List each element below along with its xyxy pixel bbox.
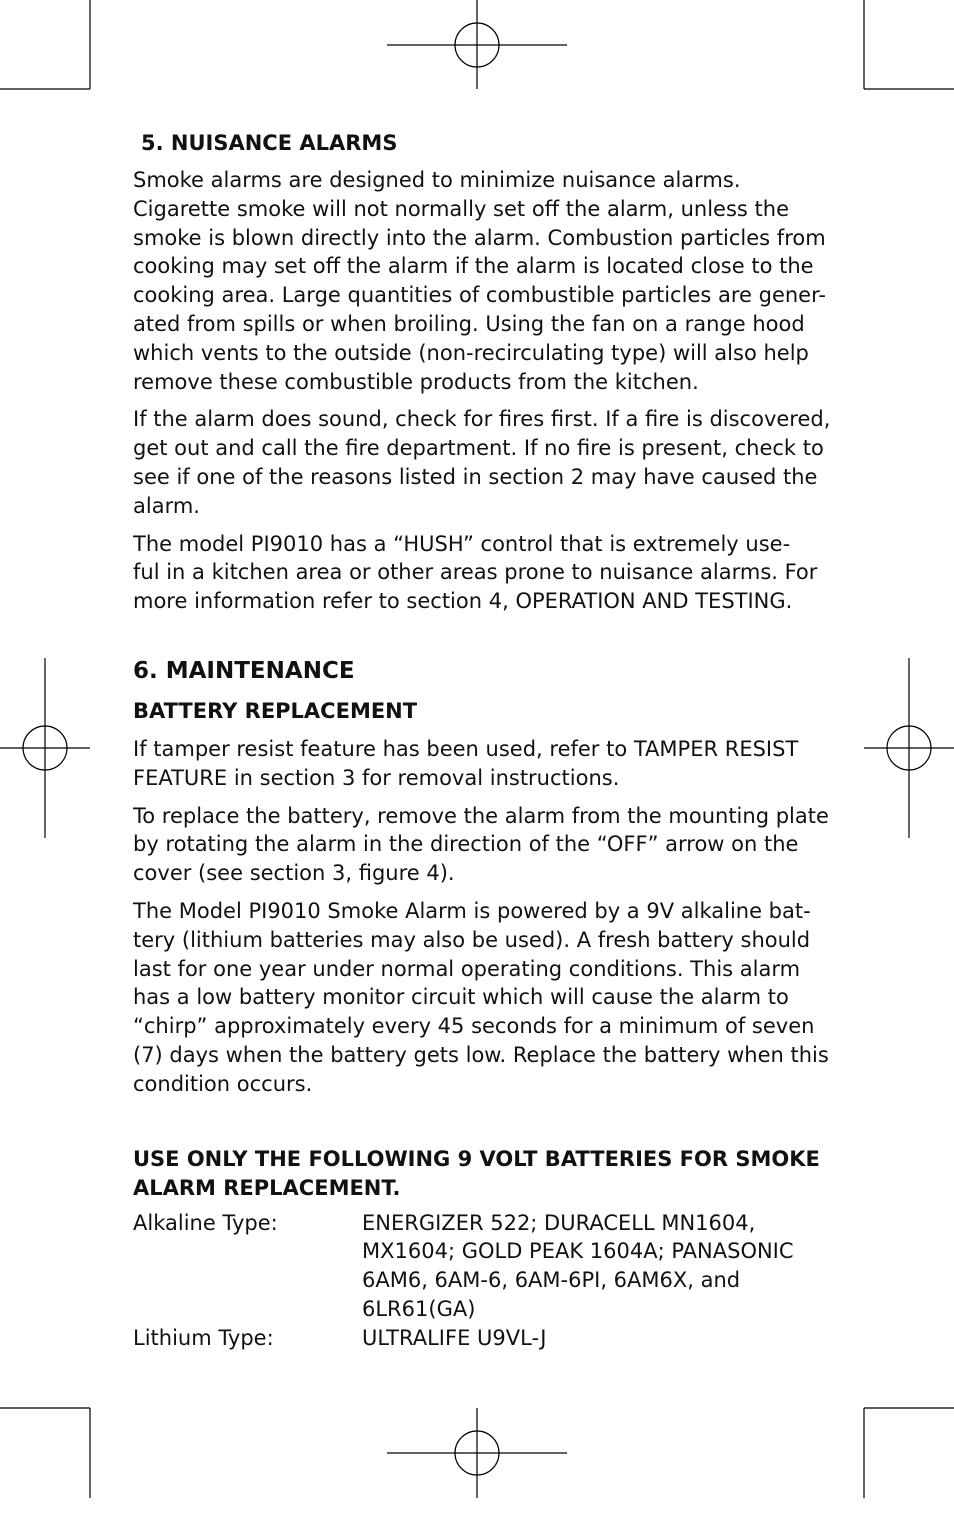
- section-6-paragraph: The Model PI9010 Smoke Alarm is powered by a 9V alkaline bat- tery (lithium batteries may also be used). A fresh battery should last for one year under normal operating conditions. This alarm has a low battery monitor circuit which will cause the alarm to “chirp” approximately every 45 seconds for a minimum of seven (7) days when the battery gets low. Replace the battery when this condition occurs.: [133, 898, 829, 1096]
- section-6-heading: 6. MAINTENANCE: [133, 657, 355, 684]
- battery-models: ULTRALIFE U9VL-J: [362, 1325, 547, 1350]
- battery-row-lithium: [133, 1324, 833, 1353]
- battery-list: [133, 1209, 833, 1353]
- battery-replacement-subheading: BATTERY REPLACEMENT: [133, 698, 418, 723]
- battery-models: ENERGIZER 522; DURACELL MN1604, MX1604; GOLD PEAK 1604A; PANASONIC 6AM6, 6AM-6, 6AM-6PI, 6AM6X, and 6LR61(GA): [362, 1210, 794, 1321]
- section-6-paragraph: To replace the battery, remove the alarm from the mounting plate by rotating the alarm in the direction of the “OFF” arrow on the cover (see section 3, figure 4).: [133, 803, 829, 886]
- batteries-notice: USE ONLY THE FOLLOWING 9 VOLT BATTERIES FOR SMOKE ALARM REPLACEMENT.: [133, 1146, 820, 1200]
- section-5-heading: 5. NUISANCE ALARMS: [141, 131, 398, 155]
- section-5-paragraph: If the alarm does sound, check for fires first. If a fire is discovered, get out and call the fire department. If no fire is present, check to see if one of the reasons listed in section 2 may have caused the alarm.: [133, 407, 831, 518]
- battery-row-alkaline: [133, 1209, 833, 1324]
- section-5-paragraph: The model PI9010 has a “HUSH” control that is extremely use- ful in a kitchen area or other areas prone to nuisance alarms. For more information refer to section 4, OPERATION AND TESTING.: [133, 531, 818, 614]
- battery-type-label: Alkaline Type:: [133, 1210, 278, 1235]
- section-5-paragraph: Smoke alarms are designed to minimize nuisance alarms. Cigarette smoke will not normally set off the alarm, unless the smoke is blown directly into the alarm. Combustion particles from cooking may set off the alarm if the alarm is located close to the cooking area. Large quantities of combustible particles are gener- ated from spills or when broiling. Using the fan on a range hood which vents to the outside (non-recirculating type) will also help remove these combustible products from the kitchen.: [133, 168, 826, 394]
- manual-page: [133, 128, 833, 1353]
- battery-type-label: Lithium Type:: [133, 1325, 274, 1350]
- section-6-paragraph: If tamper resist feature has been used, refer to TAMPER RESIST FEATURE in section 3 for removal instructions.: [133, 736, 799, 790]
